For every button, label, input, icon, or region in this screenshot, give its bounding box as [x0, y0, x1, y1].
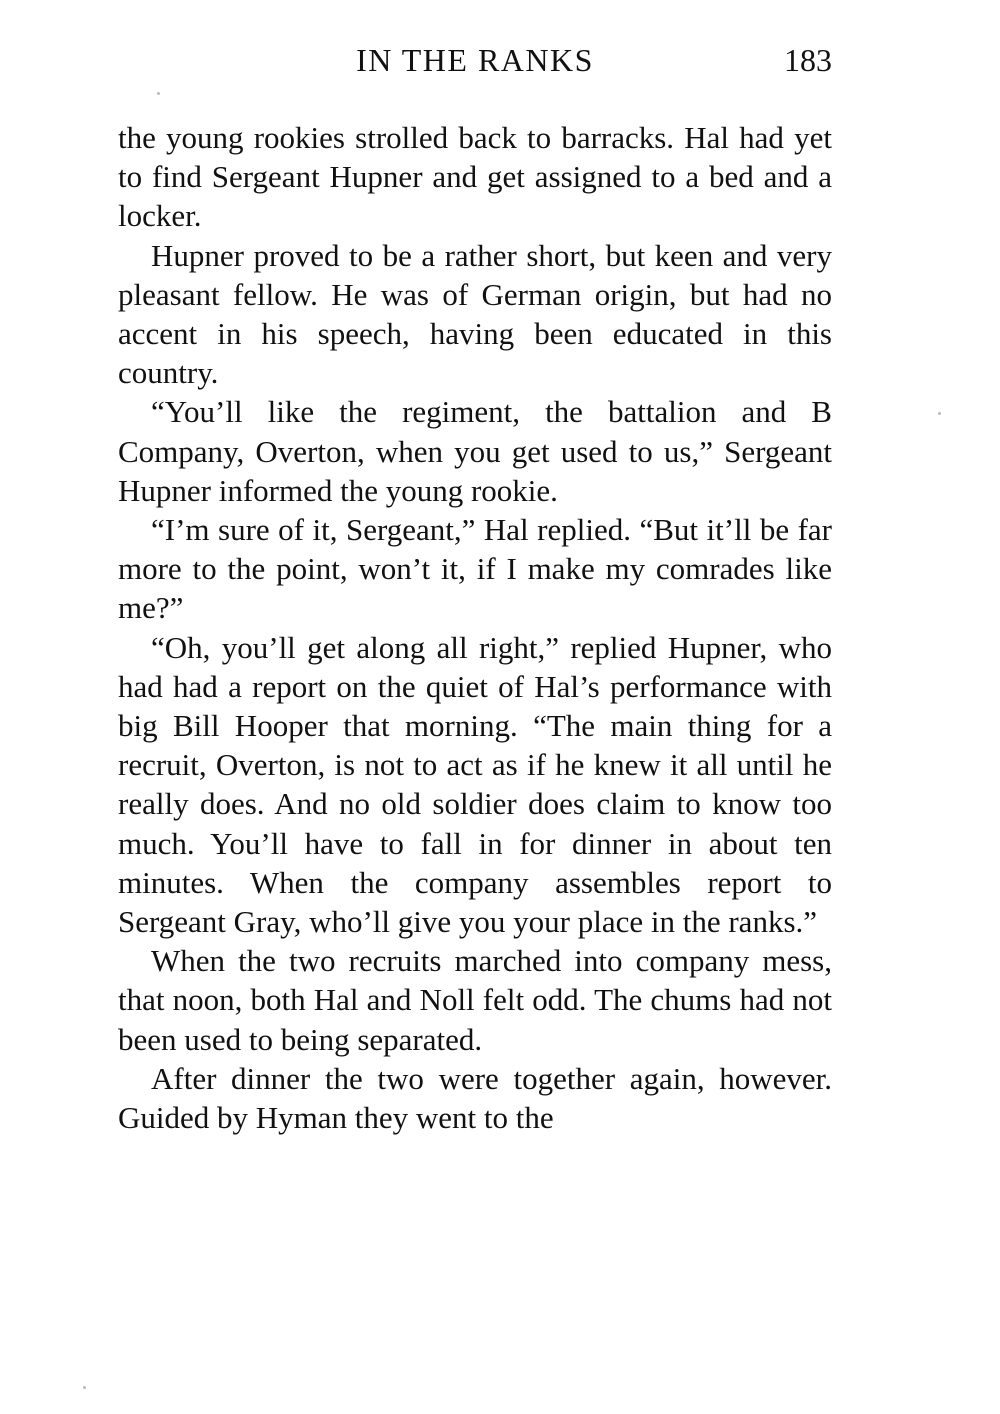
running-head	[118, 34, 832, 84]
paragraph-1: the young rookies strolled back to barracks. Hal had yet to find Sergeant Hupner and get assigned to a bed and a locker.	[118, 120, 832, 234]
page-number: 183	[784, 42, 832, 78]
paragraph-5: “Oh, you’ll get along all right,” replied Hupner, who had had a report on the quiet of Hal’s performance with big Bill Hooper that morning. “The main thing for a recruit, Overton, is not to act as if he knew it all until he really does. And no old soldier does claim to know too much. You’ll have to fall in for dinner in about ten minutes. When the company assembles report to Sergeant Gray, who’ll give you your place in the ranks.”	[118, 629, 832, 940]
paragraph-2: Hupner proved to be a rather short, but keen and very pleasant fellow. He was of German origin, but had no accent in his speech, having been educated in this country.	[118, 237, 832, 391]
paragraph-6: When the two recruits marched into company mess, that noon, both Hal and Noll felt odd. The chums had not been used to being separated.	[118, 943, 832, 1057]
paper-speck	[83, 1386, 86, 1389]
paragraph-4: “I’m sure of it, Sergeant,” Hal replied. “But it’ll be far more to the point, won’t it, if I make my comrades like me?”	[118, 512, 832, 626]
paragraph-3: “You’ll like the regiment, the battalion and B Company, Overton, when you get used to us,” Sergeant Hupner informed the young rookie.	[118, 394, 832, 508]
paper-speck	[157, 92, 160, 95]
paragraph-7: After dinner the two were together again, however. Guided by Hyman they went to the	[118, 1060, 832, 1136]
body-text	[118, 118, 832, 1137]
running-title: IN THE RANKS	[356, 42, 594, 78]
paper-speck	[938, 412, 941, 415]
